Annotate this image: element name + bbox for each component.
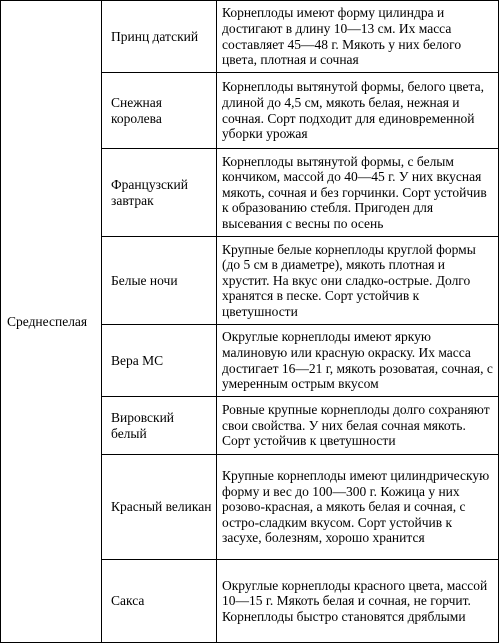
variety-description: Корнеплоды имеют форму цилиндра и достигают в длину 10—13 см. Их масса составляет 45—48 г. Мякоть у них белого цвета, плотная и сочная: [222, 5, 462, 68]
variety-description: Корнеплоды вытянутой формы, белого цвета, длиной до 4,5 см, мякоть белая, нежная и сочная. Сорт подходит для единовременной уборки урожая: [222, 79, 484, 142]
variety-description-cell: [217, 455, 499, 560]
variety-description-cell: [217, 397, 499, 455]
variety-name: Принц датский: [111, 28, 199, 44]
ripening-group-cell: [1, 1, 102, 643]
variety-description-cell: [217, 237, 499, 325]
variety-description-cell: [217, 149, 499, 237]
variety-description-cell: [217, 325, 499, 397]
variety-name-cell: [102, 455, 217, 560]
variety-name-cell: [102, 560, 217, 643]
variety-name-cell: [102, 397, 217, 455]
variety-name: Белые ночи: [111, 272, 178, 288]
variety-name-cell: [102, 325, 217, 397]
variety-name-cell: [102, 149, 217, 237]
variety-description-cell: [217, 73, 499, 149]
variety-description: Округлые корнеплоды красного цвета, массой 10—15 г. Мякоть белая и сочная, не горчит. Корнеплоды быстро становятся дряблыми: [222, 577, 488, 624]
variety-name: Французский завтрак: [111, 176, 188, 208]
ripening-group-label: Среднеспелая: [7, 313, 88, 329]
variety-name: Вера МС: [111, 352, 164, 368]
variety-description-cell: [217, 560, 499, 643]
variety-description: Ровные крупные корнеплоды долго сохраняют свои свойства. У них белая сочная мякоть. Сорт устойчив к цветушности: [222, 402, 490, 449]
variety-name-cell: [102, 237, 217, 325]
variety-name: Вировский белый: [111, 409, 175, 441]
table-row: [1, 1, 499, 73]
variety-description: Корнеплоды вытянутой формы, с белым кончиком, массой до 40—45 г. У них вкусная мякоть, сочная и без горчинки. Сорт устойчив к образованию стебля. Пригоден для высевания с весны по осень: [222, 153, 487, 231]
variety-description: Крупные белые корнеплоды круглой формы (до 5 см в диаметре), мякоть плотная и хрустит. На вкус они сладко-острые. Долго хранятся в песке. Сорт устойчив к цветушности: [222, 241, 476, 319]
variety-description: Крупные корнеплоды имеют цилиндрическую форму и вес до 100—300 г. Кожица у них розово-красная, а мякоть белая и сочная, с остро-сладким вкусом. Сорт устойчив к засухе, болезням, хорошо хранится: [222, 468, 490, 546]
variety-description: Округлые корнеплоды имеют яркую малиновую или красную окраску. Их масса достигает 16—21 г, мякоть розоватая, сочная, с умеренным острым вкусом: [222, 329, 493, 392]
variety-name-cell: [102, 73, 217, 149]
variety-name: Сакса: [111, 593, 145, 609]
variety-name-cell: [102, 1, 217, 73]
variety-description-cell: [217, 1, 499, 73]
variety-name: Снежная королева: [111, 94, 162, 126]
variety-name: Красный великан: [111, 499, 212, 515]
